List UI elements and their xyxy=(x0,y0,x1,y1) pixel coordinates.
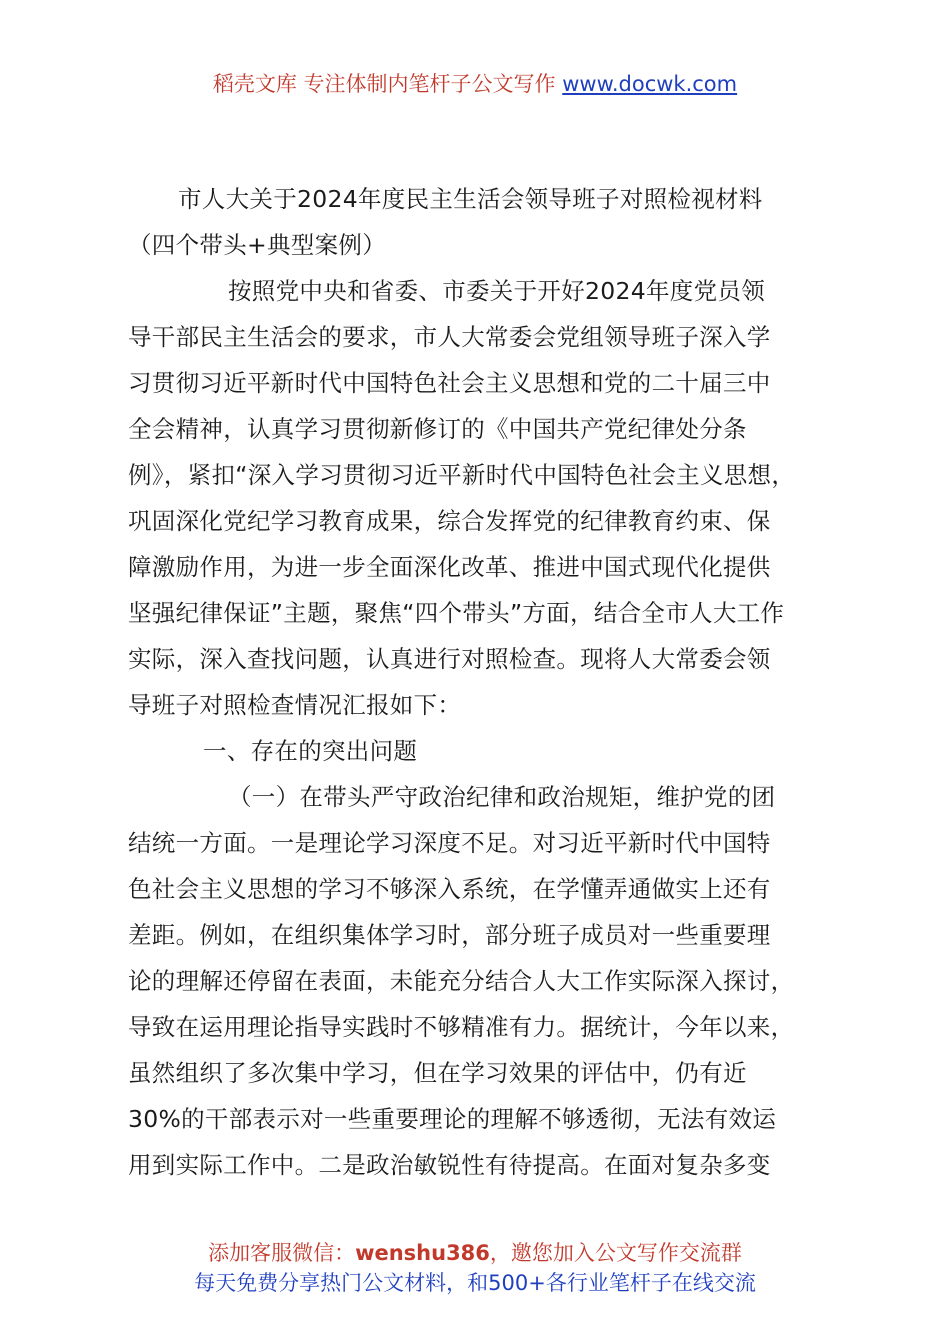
site-name: 稻壳文库 专注体制内笔杆子公文写作 xyxy=(212,72,556,96)
section-line: 差距。例如，在组织集体学习时，部分班子成员对一些重要理 xyxy=(128,921,771,949)
wechat-prefix: 添加客服微信： xyxy=(208,1241,356,1265)
intro-line: 坚强纪律保证”主题，聚焦“四个带头”方面，结合全市人大工作 xyxy=(128,599,785,627)
section-line: 色社会主义思想的学习不够深入系统，在学懂弄通做实上还有 xyxy=(128,875,771,903)
intro-line: 导班子对照检查情况汇报如下： xyxy=(128,691,462,719)
document-body xyxy=(128,176,828,1188)
share-line: 每天免费分享热门公文材料，和500+各行业笔杆子在线交流 xyxy=(194,1271,756,1295)
intro-line: 例》，紧扣“深入学习贯彻习近平新时代中国特色社会主义思想， xyxy=(128,461,796,489)
page-header xyxy=(0,70,950,98)
wechat-invite-line xyxy=(0,1238,950,1268)
section-line: 论的理解还停留在表面，未能充分结合人大工作实际深入探讨， xyxy=(128,967,795,995)
intro-line: 实际，深入查找问题，认真进行对照检查。现将人大常委会领 xyxy=(128,645,771,673)
site-url-link[interactable]: www.docwk.com xyxy=(562,72,738,96)
intro-line: 导干部民主生活会的要求，市人大常委会党组领导班子深入学 xyxy=(128,323,771,351)
section-line: 虽然组织了多次集中学习，但在学习效果的评估中，仍有近 xyxy=(128,1059,747,1087)
section-line: 结统一方面。一是理论学习深度不足。对习近平新时代中国特 xyxy=(128,829,771,857)
wechat-id: wenshu386 xyxy=(355,1241,490,1265)
intro-line: 按照党中央和省委、市委关于开好2024年度党员领 xyxy=(228,277,766,305)
intro-line: 习贯彻习近平新时代中国特色社会主义思想和党的二十届三中 xyxy=(128,369,771,397)
intro-line: 巩固深化党纪学习教育成果，综合发挥党的纪律教育约束、保 xyxy=(128,507,771,535)
section-line: 30%的干部表示对一些重要理论的理解不够透彻，无法有效运 xyxy=(128,1105,777,1133)
section-line: 导致在运用理论指导实践时不够精准有力。据统计，今年以来， xyxy=(128,1013,795,1041)
wechat-suffix: ，邀您加入公文写作交流群 xyxy=(489,1241,742,1265)
page-footer xyxy=(0,1238,950,1298)
section-heading: 一、存在的突出问题 xyxy=(203,737,418,765)
document-title-line-2: （四个带头+典型案例） xyxy=(128,231,386,259)
intro-line: 障激励作用，为进一步全面深化改革、推进中国式现代化提供 xyxy=(128,553,771,581)
section-line: （一）在带头严守政治纪律和政治规矩，维护党的团 xyxy=(228,783,776,811)
intro-line: 全会精神，认真学习贯彻新修订的《中国共产党纪律处分条 xyxy=(128,415,747,443)
section-line: 用到实际工作中。二是政治敏锐性有待提高。在面对复杂多变 xyxy=(128,1151,771,1179)
document-title-line-1: 市人大关于2024年度民主生活会领导班子对照检视材料 xyxy=(178,185,763,213)
